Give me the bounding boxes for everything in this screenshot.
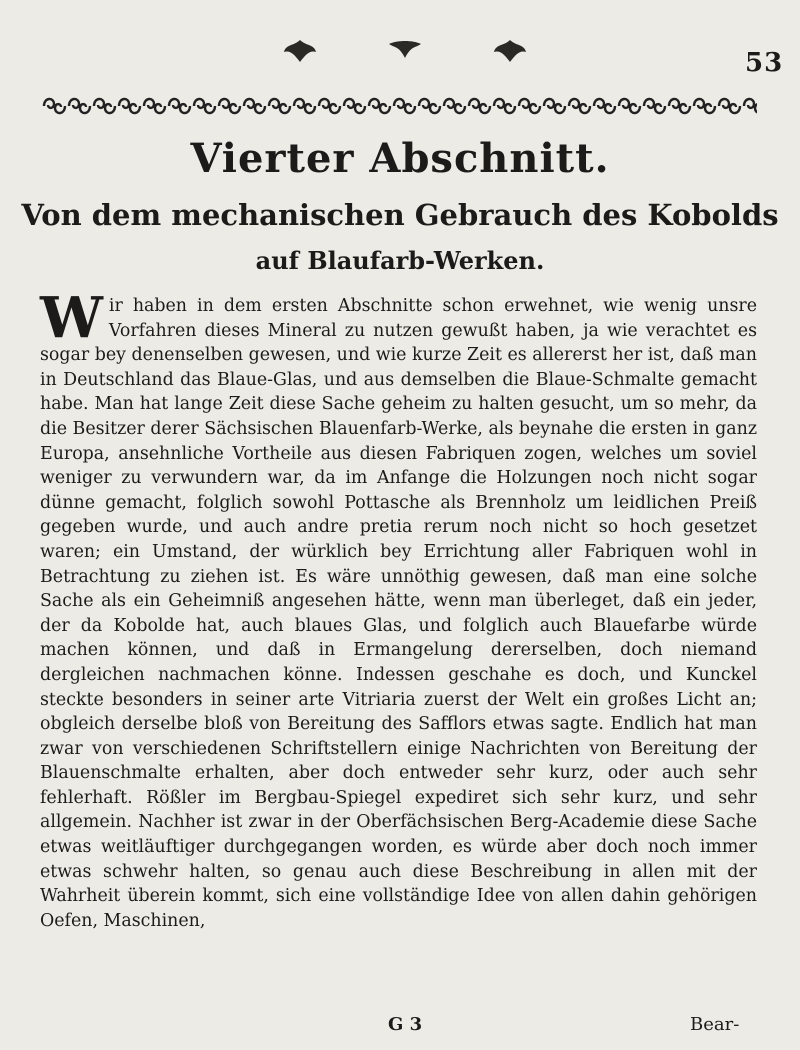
ornamental-border	[42, 93, 757, 119]
fleuron-icon	[385, 38, 425, 64]
subtitle-continuation: auf Blaufarb-Werken.	[255, 246, 545, 275]
catchword: Bear-	[690, 1014, 740, 1035]
page-number: 53	[745, 48, 784, 78]
body-paragraph	[40, 285, 757, 933]
section-title: Vierter Abschnitt.	[190, 135, 610, 182]
fleuron-icon	[490, 38, 530, 64]
drop-cap: W	[40, 285, 103, 351]
fleuron-icon	[280, 38, 320, 64]
header-ornaments	[280, 38, 530, 64]
subtitle: Von dem mechanischen Gebrauch des Kobolds	[21, 198, 779, 232]
paragraph-text: ir haben in dem ersten Abschnitte schon erwehnet, wie wenig unsre Vorfahren dieses Mineral zu nutzen gewußt haben, ja wie verachtet es sogar bey denenselben gewesen, und wie kurze Zeit es allererst her ist, daß man in Deutschland das Blaue-Glas, und aus demselben die Blaue-Schmalte gemacht habe. Man hat lange Zeit diese Sache geheim zu halten gesucht, um so mehr, da die Besitzer derer Sächsischen Blauenfarb-Werke, als beynahe die ersten in ganz Europa, ansehnliche Vortheile aus diesen Fabriquen zogen, welches um soviel weniger zu verwundern war, da im Anfange die Holzungen noch nicht sogar dünne gemacht, folglich sowohl Pottasche als Brennholz um leidlichen Preiß gegeben wurde, und auch andre pretia rerum noch nicht so hoch gesetzet waren; ein Umstand, der würklich bey Errichtung aller Fabriquen wohl in Betrachtung zu ziehen ist. Es wäre unnöthig gewesen, daß man eine solche Sache als ein Geheimniß angesehen hätte, wenn man überleget, daß ein jeder, der da Kobolde hat, auch blaues Glas, und folglich auch Blauefarbe würde machen können, und daß in Ermangelung dererselben, doch niemand dergleichen nachmachen könne. Indessen geschahe es doch, und Kunckel steckte besonders in seiner arte Vitriaria zuerst der Welt ein großes Licht an; obgleich derselbe bloß von Bereitung des Safflors etwas sagte. Endlich hat man zwar von verschiedenen Schriftstellern einige Nachrichten von Bereitung der Blauenschmalte erhalten, aber doch entweder sehr kurz, oder auch sehr fehlerhaft. Rößler im Bergbau-Spiegel expediret sich sehr kurz, und sehr allgemein. Nachher ist zwar in der Oberfächsischen Berg-Academie diese Sache etwas weitläuftiger durchgegangen worden, es würde aber doch noch immer etwas schwehr halten, so genau auch diese Beschreibung in allen mit der Wahrheit überein kommt, sich eine vollständige Idee von allen dahin gehörigen Oefen, Maschinen,	[40, 296, 757, 931]
signature-mark: G 3	[388, 1014, 423, 1035]
